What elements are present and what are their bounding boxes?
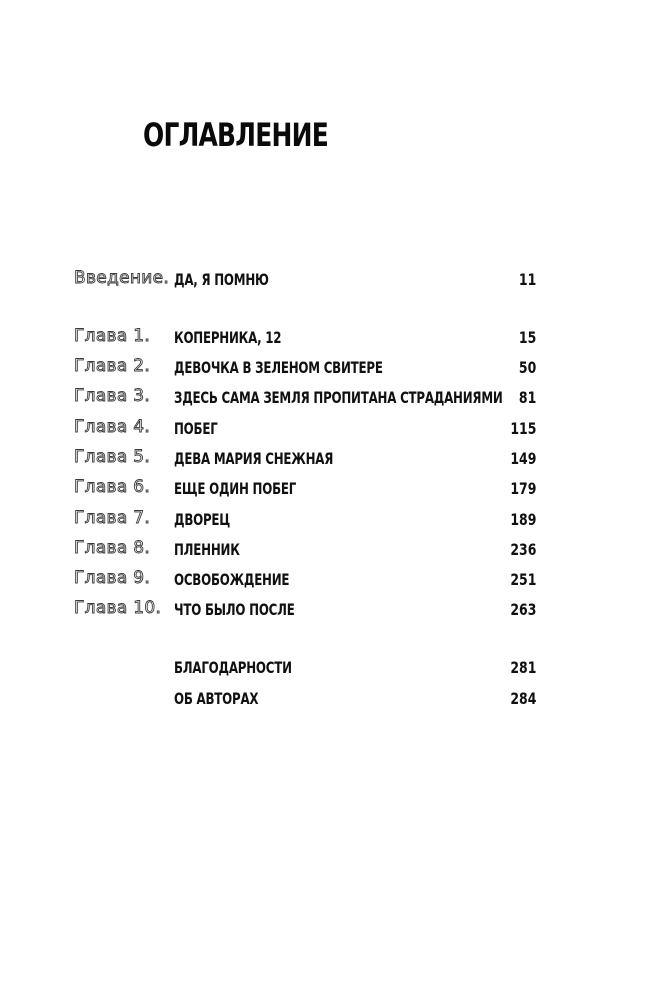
toc-entry-chapter-1[interactable]	[74, 325, 536, 349]
toc-entry-title: ЕЩЕ ОДИН ПОБЕГ	[174, 479, 297, 498]
toc-entry-about-authors[interactable]	[74, 686, 536, 710]
toc-entry-chapter-9[interactable]	[74, 567, 536, 591]
toc-entry-title: КОПЕРНИКА, 12	[174, 328, 282, 347]
toc-entry-page: 115	[509, 419, 536, 438]
toc-entry-chapter-5[interactable]	[74, 446, 536, 470]
toc-entry-label: Глава 8.	[74, 538, 151, 558]
toc-entry-label: Глава 5.	[74, 447, 151, 467]
toc-entry-page: 15	[518, 328, 536, 347]
toc-entry-chapter-3[interactable]	[74, 385, 536, 409]
toc-entry-label: Глава 2.	[74, 356, 151, 376]
toc-entry-page: 179	[509, 479, 536, 498]
page-title: ОГЛАВЛЕНИЕ	[143, 116, 329, 154]
toc-entry-title: ЧТО БЫЛО ПОСЛЕ	[174, 600, 295, 619]
toc-entry-chapter-2[interactable]	[74, 355, 536, 379]
toc-entry-page: 284	[509, 689, 536, 708]
toc-entry-page: 189	[509, 510, 536, 529]
toc-entry-chapter-4[interactable]	[74, 416, 536, 440]
toc-entry-page: 236	[509, 540, 536, 559]
toc-entry-label: Глава 3.	[74, 386, 151, 406]
toc-entry-intro[interactable]	[74, 267, 536, 291]
toc-entry-acknowledgements[interactable]	[74, 655, 536, 679]
toc-entry-title: ДВОРЕЦ	[174, 510, 231, 529]
toc-entry-title: ПОБЕГ	[174, 419, 218, 438]
toc-entry-page: 11	[518, 270, 536, 289]
toc-entry-title: ПЛЕННИК	[174, 540, 240, 559]
toc-entry-chapter-6[interactable]	[74, 476, 536, 500]
toc-entry-page: 263	[509, 600, 536, 619]
toc-entry-label: Глава 7.	[74, 508, 151, 528]
toc-entry-label: Глава 6.	[74, 477, 151, 497]
toc-entry-title: ДА, Я ПОМНЮ	[174, 270, 269, 289]
toc-entry-chapter-8[interactable]	[74, 537, 536, 561]
toc-entry-title: ОСВОБОЖДЕНИЕ	[174, 570, 290, 589]
toc-entry-label: Глава 9.	[74, 568, 151, 588]
toc-entry-label: Глава 10.	[74, 598, 162, 618]
toc-entry-page: 149	[509, 449, 536, 468]
toc-entry-title: ДЕВОЧКА В ЗЕЛЕНОМ СВИТЕРЕ	[174, 358, 383, 377]
toc-entry-title: БЛАГОДАРНОСТИ	[174, 658, 292, 677]
toc-entry-page: 50	[518, 358, 536, 377]
toc-entry-label: Глава 1.	[74, 326, 151, 346]
toc-entry-title: ЗДЕСЬ САМА ЗЕМЛЯ ПРОПИТАНА СТРАДАНИЯМИ	[174, 388, 503, 407]
toc-entry-chapter-10[interactable]	[74, 597, 536, 621]
toc-entry-label: Введение.	[74, 268, 170, 288]
toc-entry-title: ДЕВА МАРИЯ СНЕЖНАЯ	[174, 449, 334, 468]
toc-entry-page: 81	[518, 388, 536, 407]
toc-entry-page: 251	[509, 570, 536, 589]
toc-entry-title: ОБ АВТОРАХ	[174, 689, 259, 708]
toc-entry-page: 281	[509, 658, 536, 677]
toc-entry-chapter-7[interactable]	[74, 507, 536, 531]
toc-entry-label: Глава 4.	[74, 417, 151, 437]
